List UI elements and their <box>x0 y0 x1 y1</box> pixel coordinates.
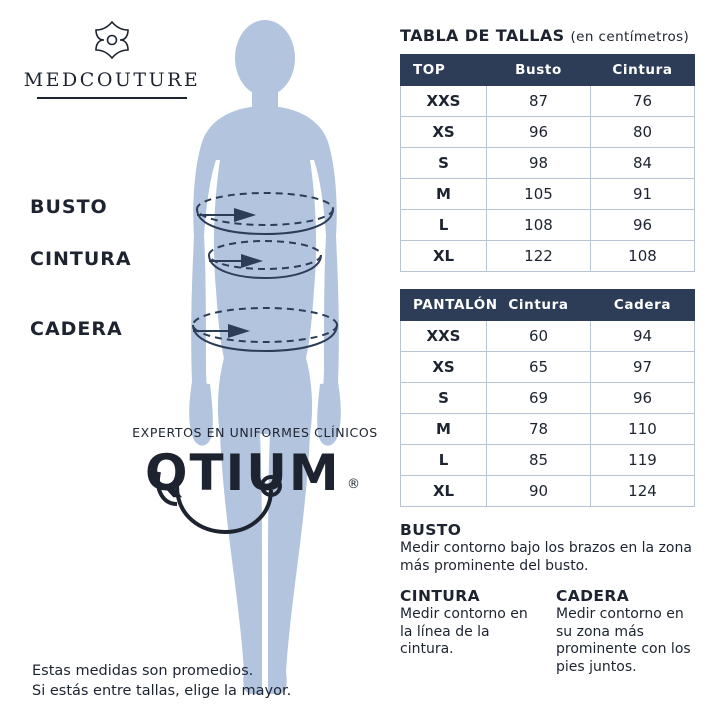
top-size: XS <box>401 117 487 148</box>
instruction-cadera-body: Medir contorno en su zona más prominente con los pies juntos. <box>556 606 691 675</box>
brand-rule <box>37 97 187 99</box>
top-size: XL <box>401 241 487 272</box>
top-size: M <box>401 179 487 210</box>
table-row <box>401 179 695 210</box>
pants-size-table <box>400 289 695 507</box>
footnote-line-1: Estas medidas son promedios. <box>32 663 254 679</box>
top-cintura: 84 <box>591 148 695 179</box>
svg-text:®: ® <box>347 477 360 492</box>
size-table-title-text: TABLA DE TALLAS <box>400 26 565 45</box>
measurement-instructions <box>400 521 696 676</box>
pants-size: L <box>401 445 487 476</box>
table-row <box>401 241 695 272</box>
pants-cadera: 119 <box>591 445 695 476</box>
top-cintura: 80 <box>591 117 695 148</box>
brand-logo <box>22 18 202 99</box>
pants-header-cadera: Cadera <box>591 290 695 321</box>
table-header-row <box>401 55 695 86</box>
top-cintura: 96 <box>591 210 695 241</box>
otium-tagline: EXPERTOS EN UNIFORMES CLÍNICOS <box>132 425 378 440</box>
top-header-category: TOP <box>401 55 487 86</box>
top-busto: 98 <box>487 148 591 179</box>
table-row <box>401 210 695 241</box>
table-header-row <box>401 290 695 321</box>
pants-size: S <box>401 383 487 414</box>
label-cadera: CADERA <box>30 318 123 340</box>
pants-size: XL <box>401 476 487 507</box>
top-busto: 105 <box>487 179 591 210</box>
label-busto: BUSTO <box>30 196 108 218</box>
table-row <box>401 445 695 476</box>
pants-cintura: 69 <box>487 383 591 414</box>
label-cintura: CINTURA <box>30 248 132 270</box>
pants-size: M <box>401 414 487 445</box>
size-table-title <box>400 26 696 45</box>
top-cintura: 76 <box>591 86 695 117</box>
table-row <box>401 352 695 383</box>
top-header-busto: Busto <box>487 55 591 86</box>
otium-logo-block <box>115 425 395 512</box>
pants-cadera: 96 <box>591 383 695 414</box>
table-row <box>401 414 695 445</box>
top-cintura: 91 <box>591 179 695 210</box>
instruction-busto <box>400 521 696 575</box>
top-header-cintura: Cintura <box>591 55 695 86</box>
footnote <box>32 662 362 701</box>
pants-cadera: 94 <box>591 321 695 352</box>
svg-text:QTIUM: QTIUM <box>145 444 341 502</box>
instruction-cadera <box>556 587 696 676</box>
pants-header-cintura: Cintura <box>487 290 591 321</box>
instruction-cintura-body: Medir contorno en la línea de la cintura. <box>400 606 528 657</box>
pants-header-category: PANTALÓN <box>401 290 487 321</box>
pants-cintura: 78 <box>487 414 591 445</box>
top-size: S <box>401 148 487 179</box>
pants-size: XXS <box>401 321 487 352</box>
pants-cadera: 124 <box>591 476 695 507</box>
top-size: XXS <box>401 86 487 117</box>
instruction-cintura <box>400 587 540 676</box>
instruction-cadera-heading: CADERA <box>556 587 630 605</box>
size-table-unit: (en centímetros) <box>570 29 690 45</box>
table-row <box>401 383 695 414</box>
ornament-icon <box>22 18 202 65</box>
pants-cadera: 97 <box>591 352 695 383</box>
pants-cintura: 90 <box>487 476 591 507</box>
pants-cintura: 60 <box>487 321 591 352</box>
otium-wordmark <box>115 442 395 512</box>
table-row <box>401 476 695 507</box>
top-busto: 122 <box>487 241 591 272</box>
pants-size: XS <box>401 352 487 383</box>
pants-cadera: 110 <box>591 414 695 445</box>
brand-name: MEDCOUTURE <box>23 69 201 91</box>
table-row <box>401 321 695 352</box>
instruction-busto-body: Medir contorno bajo los brazos en la zona más prominente del busto. <box>400 540 692 574</box>
footnote-line-2: Si estás entre tallas, elige la mayor. <box>32 682 292 699</box>
table-row <box>401 117 695 148</box>
pants-cintura: 65 <box>487 352 591 383</box>
body-silhouette-illustration <box>140 10 390 700</box>
top-busto: 96 <box>487 117 591 148</box>
top-size: L <box>401 210 487 241</box>
instruction-busto-heading: BUSTO <box>400 521 462 539</box>
top-busto: 87 <box>487 86 591 117</box>
table-row <box>401 86 695 117</box>
pants-cintura: 85 <box>487 445 591 476</box>
table-row <box>401 148 695 179</box>
instruction-cintura-heading: CINTURA <box>400 587 481 605</box>
size-chart-panel <box>400 26 696 676</box>
top-busto: 108 <box>487 210 591 241</box>
top-size-table <box>400 54 695 272</box>
top-cintura: 108 <box>591 241 695 272</box>
